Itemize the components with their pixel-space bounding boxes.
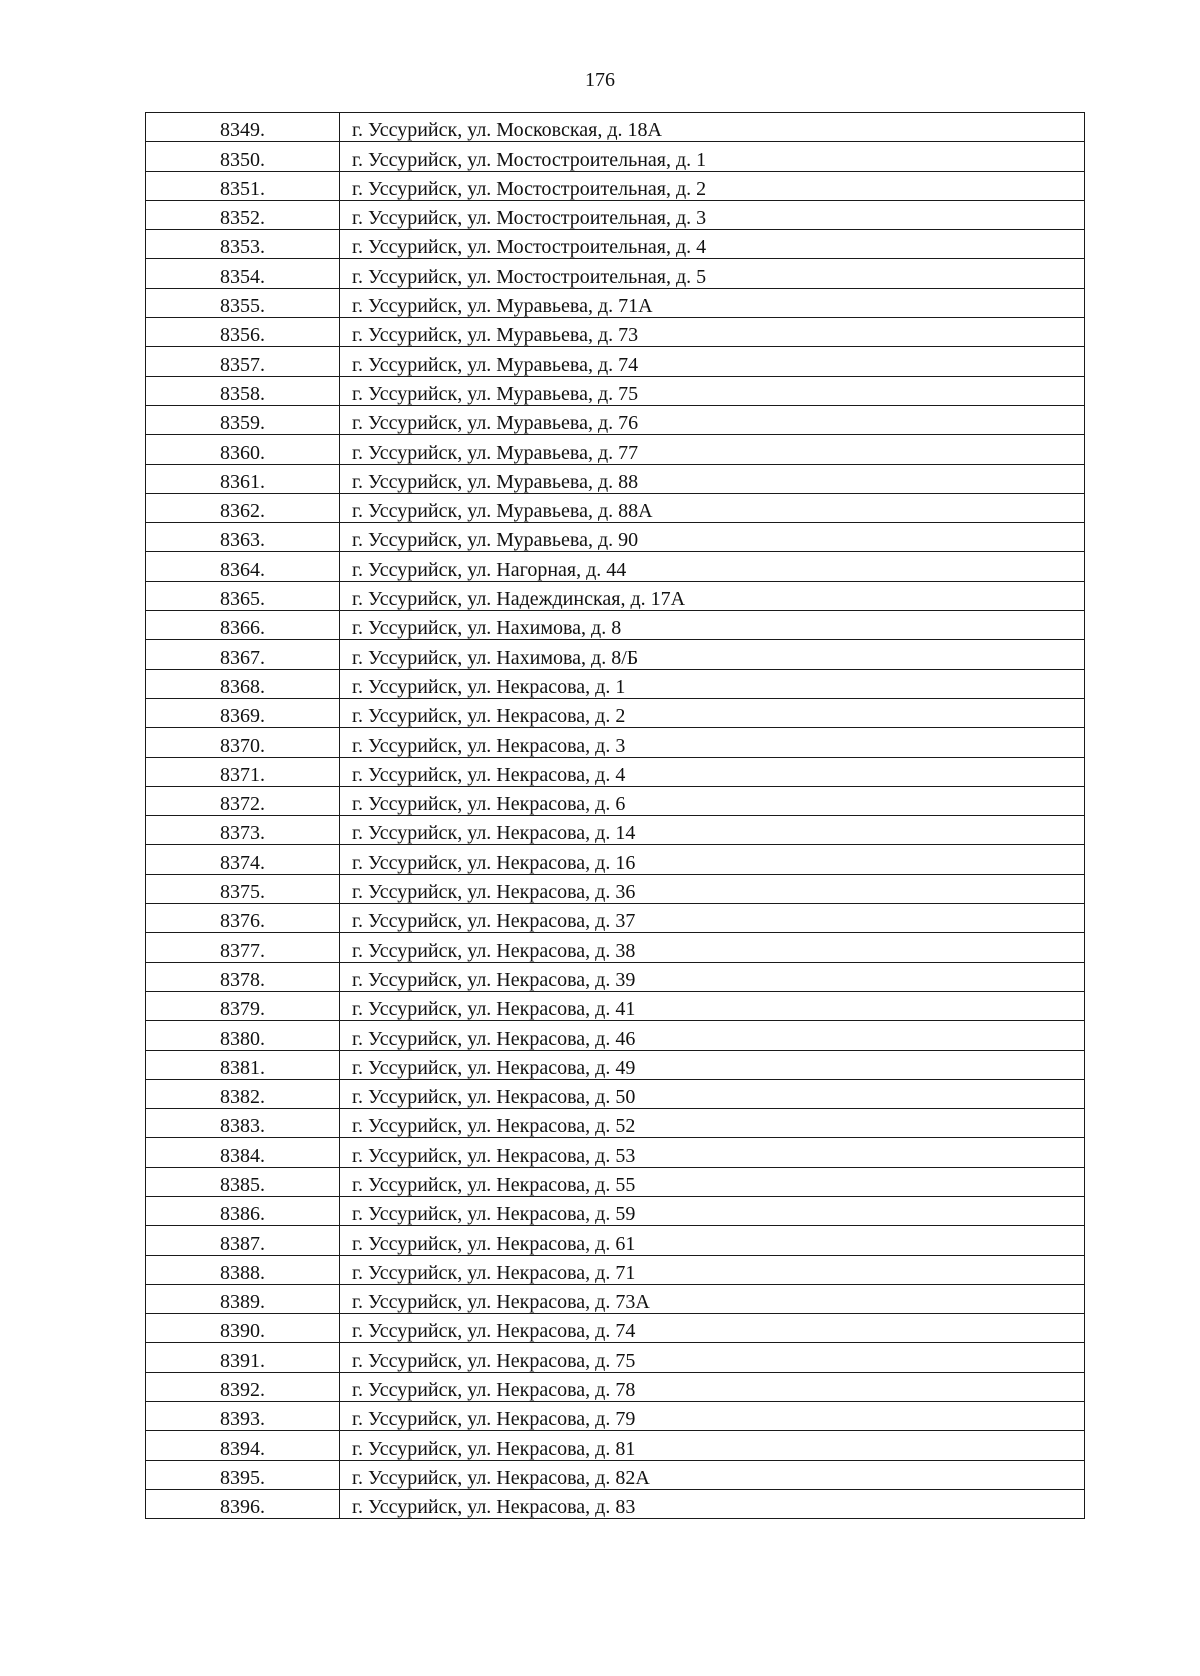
table-row: [146, 962, 1085, 991]
row-address: г. Уссурийск, ул. Мостостроительная, д. 4: [340, 230, 1085, 259]
table-row: [146, 1402, 1085, 1431]
row-address: г. Уссурийск, ул. Муравьева, д. 88А: [340, 493, 1085, 522]
row-address: г. Уссурийск, ул. Муравьева, д. 88: [340, 464, 1085, 493]
row-number: 8363.: [146, 523, 340, 552]
row-number: 8357.: [146, 347, 340, 376]
row-number: 8384.: [146, 1138, 340, 1167]
row-number: 8352.: [146, 200, 340, 229]
row-address: г. Уссурийск, ул. Некрасова, д. 82А: [340, 1460, 1085, 1489]
row-address: г. Уссурийск, ул. Мостостроительная, д. 2: [340, 171, 1085, 200]
table-row: [146, 904, 1085, 933]
row-number: 8358.: [146, 376, 340, 405]
table-row: [146, 376, 1085, 405]
row-address: г. Уссурийск, ул. Некрасова, д. 41: [340, 991, 1085, 1020]
row-number: 8383.: [146, 1109, 340, 1138]
table-row: [146, 581, 1085, 610]
table-row: [146, 288, 1085, 317]
row-address: г. Уссурийск, ул. Некрасова, д. 50: [340, 1079, 1085, 1108]
table-row: [146, 552, 1085, 581]
row-number: 8361.: [146, 464, 340, 493]
row-address: г. Уссурийск, ул. Некрасова, д. 73А: [340, 1284, 1085, 1313]
table-row: [146, 1021, 1085, 1050]
table-row: [146, 1343, 1085, 1372]
table-row: [146, 1314, 1085, 1343]
row-address: г. Уссурийск, ул. Некрасова, д. 37: [340, 904, 1085, 933]
row-number: 8388.: [146, 1255, 340, 1284]
row-address: г. Уссурийск, ул. Некрасова, д. 53: [340, 1138, 1085, 1167]
row-address: г. Уссурийск, ул. Муравьева, д. 90: [340, 523, 1085, 552]
row-number: 8379.: [146, 991, 340, 1020]
row-number: 8350.: [146, 142, 340, 171]
row-number: 8362.: [146, 493, 340, 522]
table-row: [146, 669, 1085, 698]
row-address: г. Уссурийск, ул. Некрасова, д. 78: [340, 1372, 1085, 1401]
row-address: г. Уссурийск, ул. Некрасова, д. 38: [340, 933, 1085, 962]
row-address: г. Уссурийск, ул. Некрасова, д. 6: [340, 786, 1085, 815]
table-row: [146, 874, 1085, 903]
table-row: [146, 1284, 1085, 1313]
row-number: 8368.: [146, 669, 340, 698]
row-address: г. Уссурийск, ул. Некрасова, д. 46: [340, 1021, 1085, 1050]
row-address: г. Уссурийск, ул. Мостостроительная, д. 5: [340, 259, 1085, 288]
row-number: 8369.: [146, 698, 340, 727]
table-row: [146, 1431, 1085, 1460]
row-address: г. Уссурийск, ул. Некрасова, д. 81: [340, 1431, 1085, 1460]
address-table: [145, 112, 1085, 1519]
table-row: [146, 347, 1085, 376]
table-row: [146, 493, 1085, 522]
row-number: 8370.: [146, 728, 340, 757]
row-address: г. Уссурийск, ул. Некрасова, д. 79: [340, 1402, 1085, 1431]
row-number: 8390.: [146, 1314, 340, 1343]
row-number: 8371.: [146, 757, 340, 786]
table-row: [146, 611, 1085, 640]
row-address: г. Уссурийск, ул. Некрасова, д. 61: [340, 1226, 1085, 1255]
table-row: [146, 845, 1085, 874]
row-address: г. Уссурийск, ул. Московская, д. 18А: [340, 113, 1085, 142]
row-address: г. Уссурийск, ул. Муравьева, д. 76: [340, 405, 1085, 434]
table-row: [146, 1050, 1085, 1079]
table-row: [146, 728, 1085, 757]
table-row: [146, 1196, 1085, 1225]
table-row: [146, 816, 1085, 845]
row-number: 8385.: [146, 1167, 340, 1196]
table-row: [146, 435, 1085, 464]
row-number: 8365.: [146, 581, 340, 610]
row-address: г. Уссурийск, ул. Некрасова, д. 55: [340, 1167, 1085, 1196]
row-number: 8373.: [146, 816, 340, 845]
row-address: г. Уссурийск, ул. Некрасова, д. 59: [340, 1196, 1085, 1225]
row-number: 8395.: [146, 1460, 340, 1489]
table-row: [146, 464, 1085, 493]
table-row: [146, 142, 1085, 171]
row-number: 8381.: [146, 1050, 340, 1079]
row-number: 8389.: [146, 1284, 340, 1313]
row-address: г. Уссурийск, ул. Нахимова, д. 8: [340, 611, 1085, 640]
row-address: г. Уссурийск, ул. Муравьева, д. 74: [340, 347, 1085, 376]
table-row: [146, 640, 1085, 669]
row-address: г. Уссурийск, ул. Надеждинская, д. 17А: [340, 581, 1085, 610]
page-number: 176: [585, 69, 615, 91]
row-number: 8377.: [146, 933, 340, 962]
row-address: г. Уссурийск, ул. Мостостроительная, д. 1: [340, 142, 1085, 171]
row-number: 8386.: [146, 1196, 340, 1225]
row-address: г. Уссурийск, ул. Некрасова, д. 75: [340, 1343, 1085, 1372]
table-row: [146, 1079, 1085, 1108]
row-address: г. Уссурийск, ул. Некрасова, д. 14: [340, 816, 1085, 845]
row-number: 8382.: [146, 1079, 340, 1108]
table-row: [146, 405, 1085, 434]
table-row: [146, 757, 1085, 786]
row-number: 8380.: [146, 1021, 340, 1050]
row-number: 8375.: [146, 874, 340, 903]
row-number: 8355.: [146, 288, 340, 317]
row-address: г. Уссурийск, ул. Муравьева, д. 73: [340, 318, 1085, 347]
row-address: г. Уссурийск, ул. Муравьева, д. 75: [340, 376, 1085, 405]
table-row: [146, 1255, 1085, 1284]
row-address: г. Уссурийск, ул. Некрасова, д. 83: [340, 1489, 1085, 1518]
row-address: г. Уссурийск, ул. Некрасова, д. 3: [340, 728, 1085, 757]
row-number: 8359.: [146, 405, 340, 434]
row-number: 8366.: [146, 611, 340, 640]
row-address: г. Уссурийск, ул. Некрасова, д. 4: [340, 757, 1085, 786]
table-row: [146, 1167, 1085, 1196]
table-row: [146, 200, 1085, 229]
row-number: 8387.: [146, 1226, 340, 1255]
address-table-body: [146, 113, 1085, 1519]
row-number: 8378.: [146, 962, 340, 991]
row-number: 8364.: [146, 552, 340, 581]
row-number: 8393.: [146, 1402, 340, 1431]
row-number: 8391.: [146, 1343, 340, 1372]
table-row: [146, 171, 1085, 200]
row-number: 8354.: [146, 259, 340, 288]
row-address: г. Уссурийск, ул. Некрасова, д. 36: [340, 874, 1085, 903]
row-address: г. Уссурийск, ул. Некрасова, д. 52: [340, 1109, 1085, 1138]
row-address: г. Уссурийск, ул. Некрасова, д. 16: [340, 845, 1085, 874]
table-row: [146, 259, 1085, 288]
row-number: 8374.: [146, 845, 340, 874]
table-row: [146, 1489, 1085, 1518]
row-address: г. Уссурийск, ул. Некрасова, д. 71: [340, 1255, 1085, 1284]
row-number: 8392.: [146, 1372, 340, 1401]
row-address: г. Уссурийск, ул. Некрасова, д. 1: [340, 669, 1085, 698]
row-number: 8353.: [146, 230, 340, 259]
table-row: [146, 1226, 1085, 1255]
row-number: 8356.: [146, 318, 340, 347]
row-address: г. Уссурийск, ул. Нахимова, д. 8/Б: [340, 640, 1085, 669]
row-number: 8360.: [146, 435, 340, 464]
row-address: г. Уссурийск, ул. Некрасова, д. 74: [340, 1314, 1085, 1343]
table-row: [146, 230, 1085, 259]
row-number: 8349.: [146, 113, 340, 142]
row-number: 8351.: [146, 171, 340, 200]
table-row: [146, 786, 1085, 815]
row-number: 8372.: [146, 786, 340, 815]
table-row: [146, 113, 1085, 142]
row-address: г. Уссурийск, ул. Муравьева, д. 77: [340, 435, 1085, 464]
row-address: г. Уссурийск, ул. Мостостроительная, д. 3: [340, 200, 1085, 229]
row-number: 8376.: [146, 904, 340, 933]
table-row: [146, 1109, 1085, 1138]
row-number: 8394.: [146, 1431, 340, 1460]
table-row: [146, 318, 1085, 347]
row-address: г. Уссурийск, ул. Муравьева, д. 71А: [340, 288, 1085, 317]
row-address: г. Уссурийск, ул. Нагорная, д. 44: [340, 552, 1085, 581]
row-address: г. Уссурийск, ул. Некрасова, д. 49: [340, 1050, 1085, 1079]
table-row: [146, 523, 1085, 552]
table-row: [146, 1372, 1085, 1401]
row-address: г. Уссурийск, ул. Некрасова, д. 2: [340, 698, 1085, 727]
row-number: 8396.: [146, 1489, 340, 1518]
table-row: [146, 991, 1085, 1020]
row-address: г. Уссурийск, ул. Некрасова, д. 39: [340, 962, 1085, 991]
row-number: 8367.: [146, 640, 340, 669]
table-row: [146, 933, 1085, 962]
table-row: [146, 698, 1085, 727]
table-row: [146, 1138, 1085, 1167]
table-row: [146, 1460, 1085, 1489]
